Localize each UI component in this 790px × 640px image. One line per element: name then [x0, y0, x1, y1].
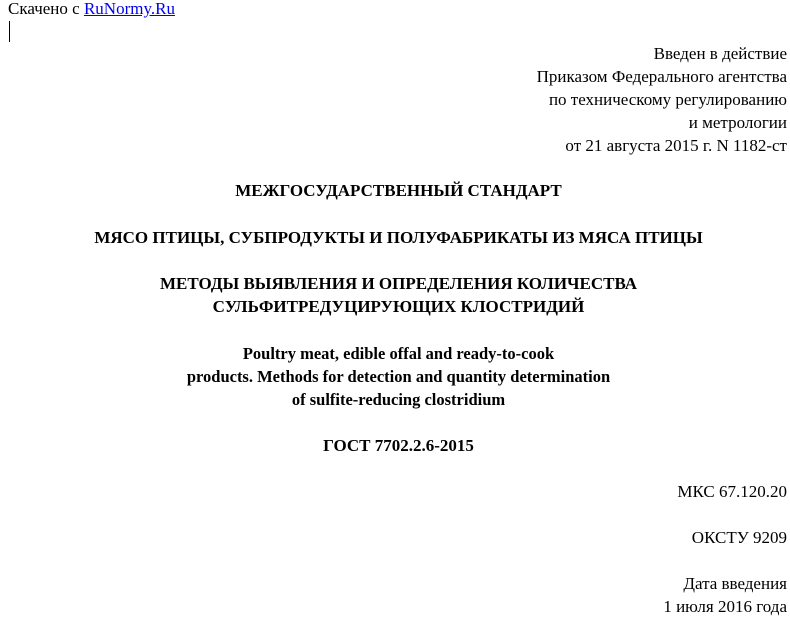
document-title: МЯСО ПТИЦЫ, СУБПРОДУКТЫ И ПОЛУФАБРИКАТЫ ИЗ МЯСА ПТИЦЫ	[94, 228, 703, 247]
effective-date-value: 1 июля 2016 года	[663, 597, 787, 616]
effective-date-label: Дата введения	[683, 574, 787, 593]
subtitle-line: МЕТОДЫ ВЫЯВЛЕНИЯ И ОПРЕДЕЛЕНИЯ КОЛИЧЕСТВА	[159, 274, 638, 293]
source-prefix: Скачено с	[8, 0, 84, 18]
runormy-link[interactable]: RuNormy.Ru	[83, 0, 175, 18]
subtitle-line: СУЛЬФИТРЕДУЦИРУЮЩИХ КЛОСТРИДИЙ	[212, 297, 585, 316]
standard-type-heading: МЕЖГОСУДАРСТВЕННЫЙ СТАНДАРТ	[235, 181, 562, 200]
enactment-line: Приказом Федерального агентства	[536, 67, 787, 86]
english-title	[0, 342, 790, 411]
english-title-line: Poultry meat, edible offal and ready-to-cook	[242, 344, 555, 363]
enactment-line: по техническому регулированию	[548, 90, 787, 109]
english-title-line: of sulfite-reducing clostridium	[291, 390, 506, 409]
effective-date-block	[663, 572, 787, 618]
enactment-line: Введен в действие	[653, 44, 787, 63]
okstu-code: ОКСТУ 9209	[691, 528, 787, 547]
english-title-line: products. Methods for detection and quantity determination	[186, 367, 611, 386]
source-line	[8, 0, 175, 20]
mks-code: МКС 67.120.20	[677, 482, 787, 501]
gost-number: ГОСТ 7702.2.6-2015	[323, 436, 474, 455]
document-subtitle	[0, 272, 790, 318]
enactment-line: от 21 августа 2015 г. N 1182-ст	[565, 136, 787, 155]
enactment-block	[537, 42, 787, 157]
enactment-line: и метрологии	[688, 113, 787, 132]
text-cursor	[9, 21, 10, 42]
